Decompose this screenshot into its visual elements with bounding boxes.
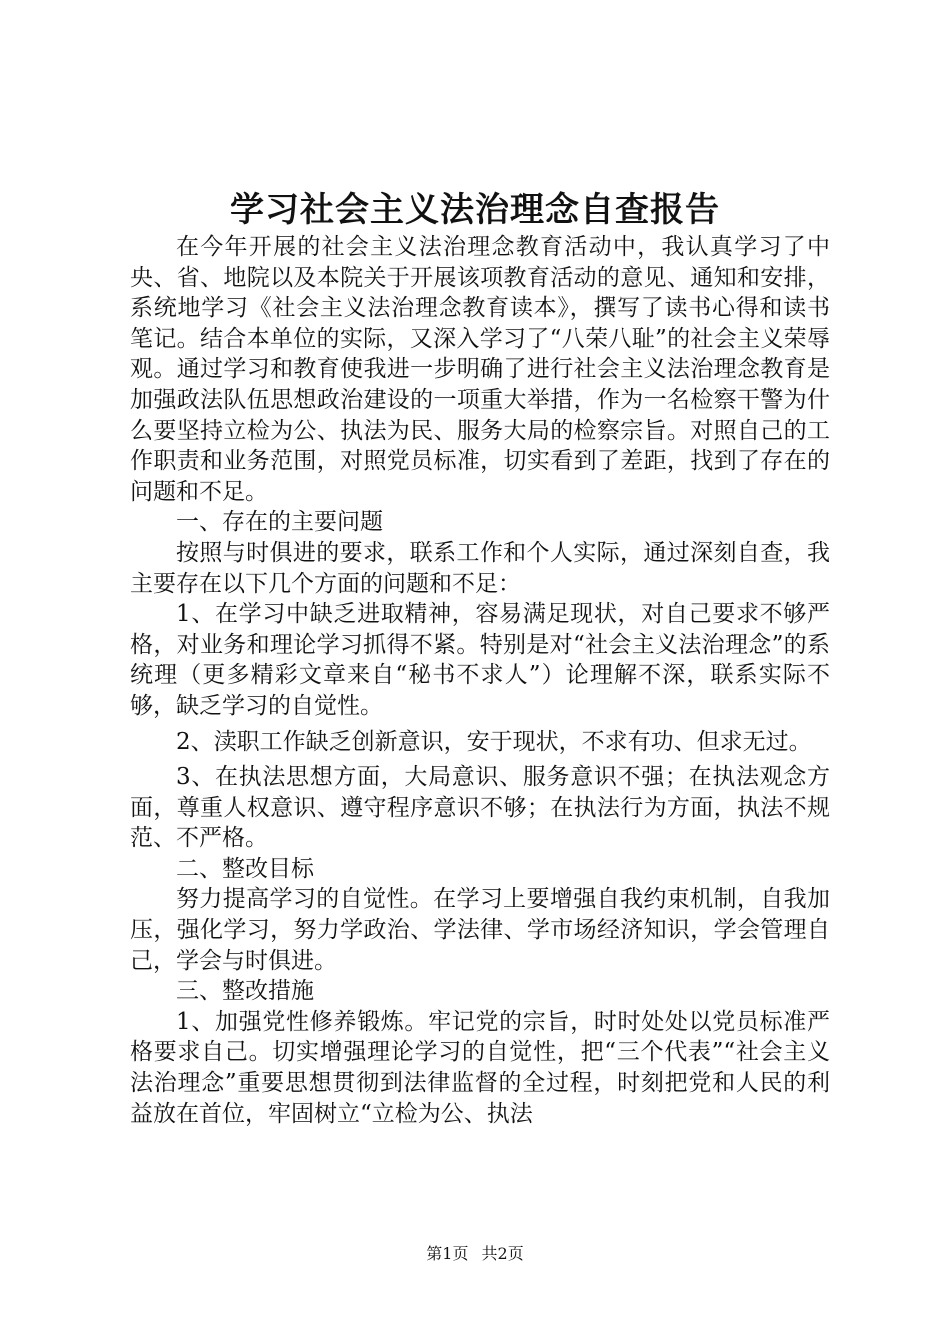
page-footer <box>0 1244 950 1264</box>
page-number: 第1页 <box>426 1244 469 1263</box>
page-total: 共2页 <box>481 1244 524 1263</box>
problems-intro-paragraph: 按照与时俱进的要求，联系工作和个人实际，通过深刻自查，我主要存在以下几个方面的问题和不足： <box>130 539 830 597</box>
problem-item-2: 2、渎职工作缺乏创新意识，安于现状，不求有功、但求无过。 <box>176 728 812 755</box>
document-body <box>130 232 830 1129</box>
section-heading-goals: 二、整改目标 <box>176 855 314 882</box>
intro-paragraph: 在今年开展的社会主义法治理念教育活动中，我认真学习了中央、省、地院以及本院关于开展该项教育活动的意见、通知和安排，系统地学习《社会主义法治理念教育读本》，撰写了读书心得和读书笔记。结合本单位的实际，又深入学习了“八荣八耻”的社会主义荣辱观。通过学习和教育使我进一步明确了进行社会主义法治理念教育是加强政法队伍思想政治建设的一项重大举措，作为一名检察干警为什么要坚持立检为公、执法为民、服务大局的检察宗旨。对照自己的工作职责和业务范围，对照党员标准，切实看到了差距，找到了存在的问题和不足。 <box>130 234 830 505</box>
document-title: 学习社会主义法治理念自查报告 <box>230 190 720 230</box>
goals-paragraph: 努力提高学习的自觉性。在学习上要增强自我约束机制，自我加压，强化学习，努力学政治、学法律、学市场经济知识，学会管理自己，学会与时俱进。 <box>130 886 830 974</box>
problem-item-1: 1、在学习中缺乏进取精神，容易满足现状，对自己要求不够严格，对业务和理论学习抓得不紧。特别是对“社会主义法治理念”的系统理（更多精彩文章来自“秘书不求人”）论理解不深，联系实际不够，缺乏学习的自觉性。 <box>130 601 830 719</box>
measure-item-1: 1、加强党性修养锻炼。牢记党的宗旨，时时处处以党员标准严格要求自己。切实增强理论学习的自觉性，把“三个代表”“社会主义法治理念”重要思想贯彻到法律监督的全过程，时刻把党和人民的利益放在首位，牢固树立“立检为公、执法 <box>130 1008 830 1127</box>
section-heading-problems: 一、存在的主要问题 <box>176 509 383 536</box>
section-heading-measures: 三、整改措施 <box>176 978 314 1005</box>
problem-item-3: 3、在执法思想方面，大局意识、服务意识不强；在执法观念方面，尊重人权意识、遵守程序意识不够；在执法行为方面，执法不规范、不严格。 <box>130 764 830 852</box>
